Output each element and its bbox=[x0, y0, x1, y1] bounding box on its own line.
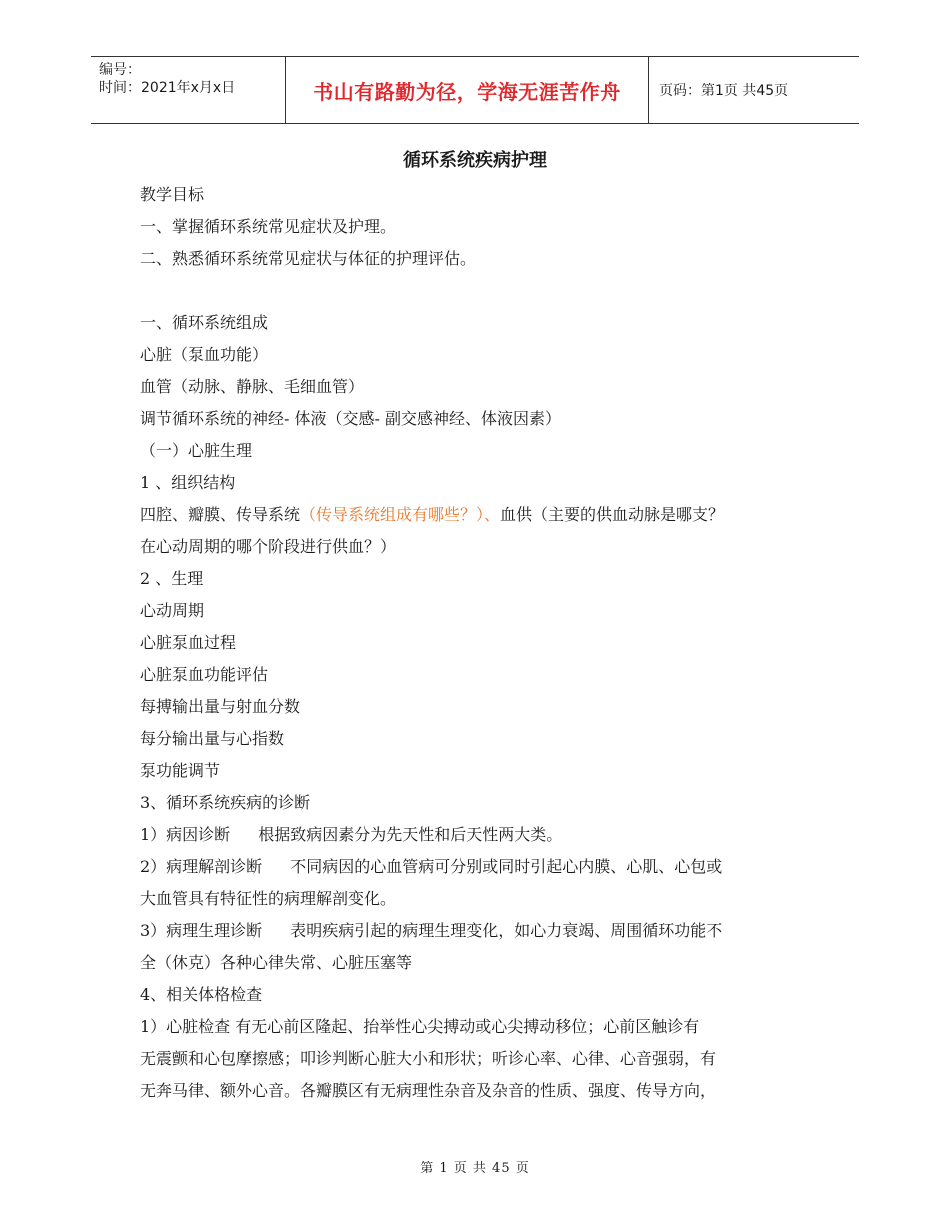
document-time-label: 时间：2021年x月x日 bbox=[99, 80, 236, 96]
paragraph: 心脏泵血过程 bbox=[140, 633, 237, 652]
text-segment: 血供（主要的供血动脉是哪支？ bbox=[500, 505, 725, 524]
document-number-label: 编号： bbox=[99, 62, 141, 78]
paragraph: （一）心脏生理 bbox=[140, 441, 253, 460]
paragraph bbox=[140, 819, 830, 851]
paragraph: 血管（动脉、静脉、毛细血管） bbox=[140, 377, 365, 396]
paragraph: 4、相关体格检查 bbox=[140, 985, 263, 1004]
paragraph: 心脏泵血功能评估 bbox=[140, 665, 269, 684]
paragraph bbox=[140, 499, 830, 531]
paragraph: 每搏输出量与射血分数 bbox=[140, 697, 301, 716]
paragraph: 1）心脏检查 有无心前区隆起、抬举性心尖搏动或心尖搏动移位；心前区触诊有 bbox=[140, 1017, 700, 1036]
header-left-cell bbox=[91, 57, 286, 123]
paragraph: 教学目标 bbox=[140, 185, 205, 204]
text-segment: 1）病因诊断 bbox=[140, 825, 231, 844]
paragraph: 3、循环系统疾病的诊断 bbox=[140, 793, 311, 812]
paragraph: 一、掌握循环系统常见症状及护理。 bbox=[140, 217, 397, 236]
paragraph: 一、循环系统组成 bbox=[140, 313, 269, 332]
blank-line bbox=[140, 275, 830, 307]
header-motto: 书山有路勤为径，学海无涯苦作舟 bbox=[286, 57, 649, 123]
page-footer: 第 1 页 共 45 页 bbox=[420, 1161, 530, 1176]
text-segment: 根据致病因素分为先天性和后天性两大类。 bbox=[258, 825, 563, 844]
text-segment: 四腔、瓣膜、传导系统 bbox=[140, 505, 301, 524]
paragraph: 无奔马律、额外心音。各瓣膜区有无病理性杂音及杂音的性质、强度、传导方向， bbox=[140, 1081, 717, 1100]
paragraph: 心脏（泵血功能） bbox=[140, 345, 269, 364]
paragraph: 心动周期 bbox=[140, 601, 205, 620]
paragraph: 二、熟悉循环系统常见症状与体征的护理评估。 bbox=[140, 249, 477, 268]
paragraph: 泵功能调节 bbox=[140, 761, 221, 780]
highlighted-question: （传导系统组成有哪些？）、 bbox=[300, 505, 501, 524]
text-segment: 2）病理解剖诊断 bbox=[140, 857, 263, 876]
header-page-info: 页码：第1页 共45页 bbox=[659, 83, 789, 99]
paragraph: 全（休克）各种心律失常、心脏压塞等 bbox=[140, 953, 413, 972]
paragraph bbox=[140, 915, 830, 947]
paragraph: 大血管具有特征性的病理解剖变化。 bbox=[140, 889, 397, 908]
paragraph: 调节循环系统的神经- 体液（交感- 副交感神经、体液因素） bbox=[140, 409, 561, 428]
paragraph: 1 、组织结构 bbox=[140, 473, 236, 492]
paragraph: 2 、生理 bbox=[140, 569, 204, 588]
paragraph: 每分输出量与心指数 bbox=[140, 729, 285, 748]
document-body bbox=[140, 179, 830, 1107]
text-segment: 不同病因的心血管病可分别或同时引起心内膜、心肌、心包或 bbox=[290, 857, 723, 876]
text-segment: 3）病理生理诊断 bbox=[140, 921, 263, 940]
text-segment: 表明疾病引起的病理生理变化，如心力衰竭、周围循环功能不 bbox=[290, 921, 723, 940]
paragraph: 无震颤和心包摩擦感；叩诊判断心脏大小和形状；听诊心率、心律、心音强弱，有 bbox=[140, 1049, 717, 1068]
document-title: 循环系统疾病护理 bbox=[403, 150, 547, 171]
paragraph bbox=[140, 851, 830, 883]
paragraph: 在心动周期的哪个阶段进行供血？） bbox=[140, 537, 397, 556]
header-table bbox=[91, 56, 859, 124]
